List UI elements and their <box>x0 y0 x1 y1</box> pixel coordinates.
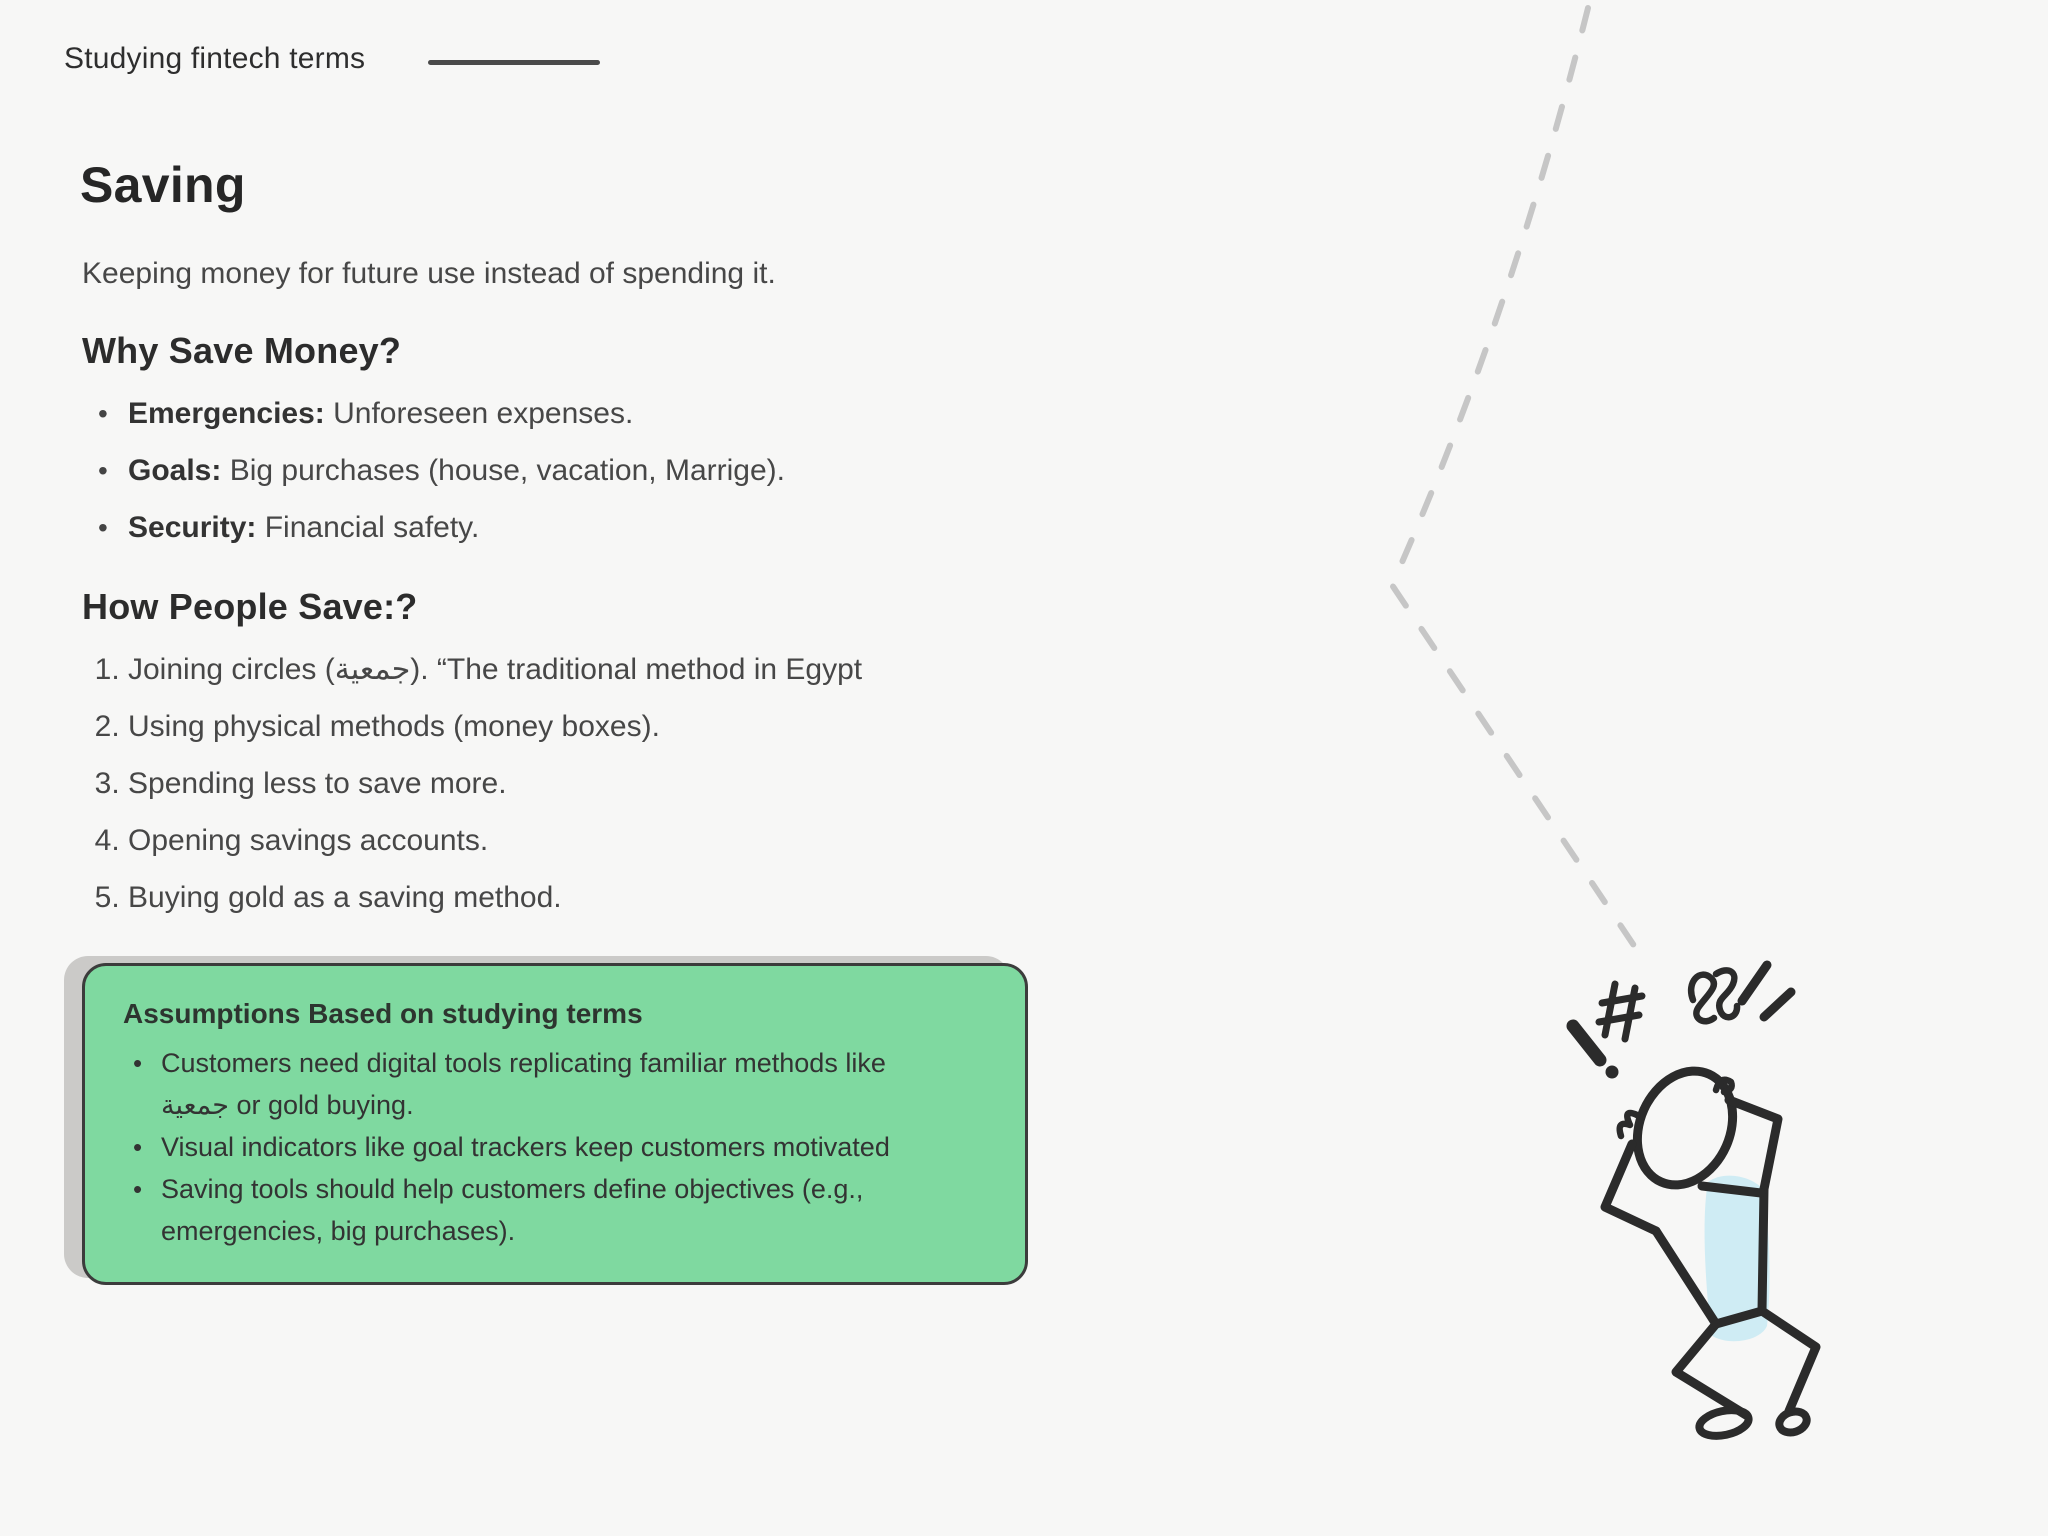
torso <box>1656 1189 1764 1324</box>
list-item-text: Saving tools should help customers define objectives (e.g., emergencies, big purchases). <box>161 1174 864 1246</box>
list-item <box>82 455 982 487</box>
exclamation-doodle <box>1573 1026 1619 1079</box>
list-item-label: Emergencies: <box>128 397 325 430</box>
list-item <box>128 768 1032 800</box>
left-foot <box>1697 1406 1751 1440</box>
how-people-save-list <box>82 654 1032 939</box>
list-item-text: Visual indicators like goal trackers keep customers motivated <box>161 1132 890 1162</box>
list-item-text: Big purchases (house, vacation, Marrige). <box>229 454 785 487</box>
list-item-text: Opening savings accounts. <box>128 824 489 857</box>
left-arm <box>1605 1144 1656 1231</box>
list-item-label: Security: <box>128 511 257 544</box>
head <box>1620 1056 1750 1200</box>
heading-why-save-money: Why Save Money? <box>82 330 402 371</box>
slashes-doodle <box>1742 965 1791 1017</box>
callout-list <box>123 1042 987 1252</box>
list-item <box>123 1168 953 1252</box>
right-hand <box>1716 1080 1732 1092</box>
scribble-doodle <box>1691 970 1737 1021</box>
list-item-text: Buying gold as a saving method. <box>128 881 562 914</box>
hash-doodle <box>1599 984 1642 1039</box>
right-arm <box>1729 1100 1778 1189</box>
left-leg <box>1676 1324 1746 1415</box>
list-item-text: Unforeseen expenses. <box>333 397 634 430</box>
frustrated-person-doodle <box>1548 938 1938 1518</box>
right-leg <box>1762 1311 1816 1411</box>
page-title: Studying fintech terms <box>64 42 366 75</box>
list-item <box>128 711 1032 743</box>
assumptions-callout-box <box>82 963 1028 1285</box>
list-item <box>128 825 1032 857</box>
list-item-text: Customers need digital tools replicating familiar methods like جمعية or gold buying. <box>161 1048 886 1120</box>
left-hand <box>1620 1113 1637 1136</box>
chest-line <box>1702 1186 1761 1193</box>
why-save-money-list <box>82 398 982 569</box>
torso-wash <box>1705 1176 1770 1342</box>
right-foot <box>1777 1408 1810 1436</box>
doc-subtitle: Keeping money for future use instead of spending it. <box>82 257 776 290</box>
list-item-text: Using physical methods (money boxes). <box>128 710 660 743</box>
list-item <box>128 654 1032 686</box>
heading-how-people-save: How People Save:? <box>82 586 418 627</box>
list-item <box>128 882 1032 914</box>
list-item-text: Spending less to save more. <box>128 767 507 800</box>
list-item <box>82 512 982 544</box>
list-item-label: Goals: <box>128 454 222 487</box>
doc-title: Saving <box>80 157 246 213</box>
list-item <box>82 398 982 430</box>
list-item <box>123 1042 953 1126</box>
list-item-text: Financial safety. <box>264 511 480 544</box>
stick-figure <box>1605 1056 1816 1440</box>
list-item <box>123 1126 953 1168</box>
list-item-text: Joining circles (جمعية). “The traditional method in Egypt <box>128 653 863 686</box>
callout-title: Assumptions Based on studying terms <box>123 998 643 1029</box>
title-underline-rule <box>428 60 600 65</box>
